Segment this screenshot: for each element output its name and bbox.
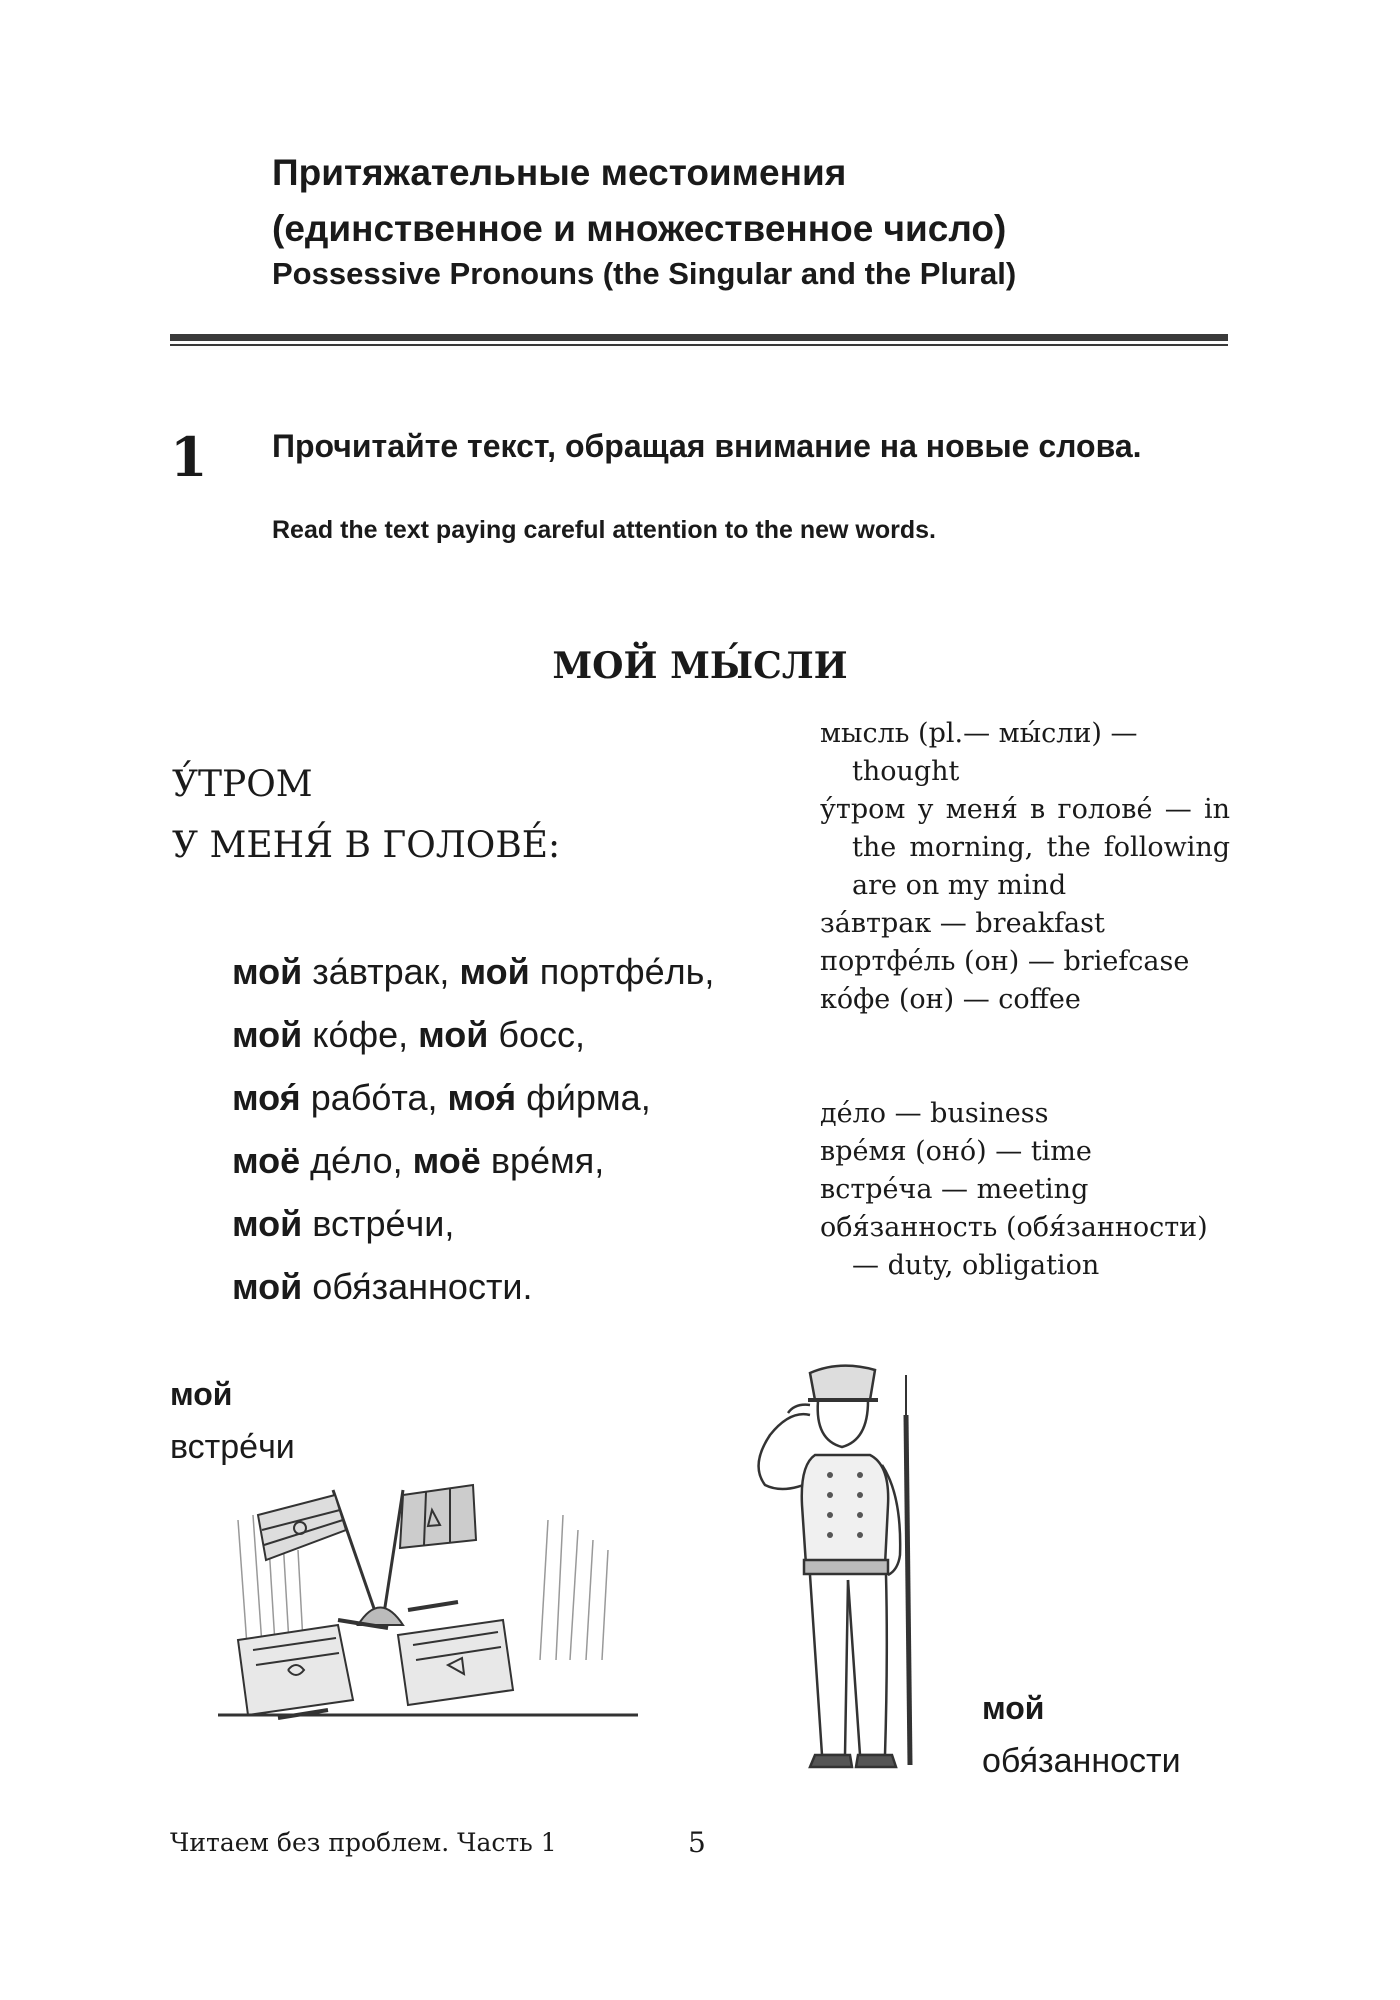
poem-line: мой за́втрак, мой портфе́ль, <box>232 951 715 992</box>
chapter-title-ru-line2: (единственное и множественное число) <box>272 208 1007 249</box>
glossary-entry: портфе́ль (он) — briefcase <box>820 946 1190 977</box>
caption-left-word: встре́чи <box>170 1428 295 1466</box>
chapter-title-ru-line1: Притяжательные местоимения <box>272 152 847 193</box>
poem-line: моё де́ло, моё вре́мя, <box>232 1140 605 1181</box>
poem-line: мой ко́фе, мой босс, <box>232 1014 586 1055</box>
saluting-soldier-illustration <box>710 1355 970 1785</box>
desk-flags-illustration <box>218 1460 648 1720</box>
header-rule-thick <box>170 334 1228 341</box>
glossary <box>820 715 1230 1285</box>
footer-book-title: Читаем без проблем. Часть 1 <box>170 1828 557 1857</box>
glossary-entry: у́тром у меня́ в голове́ — in the morning, the following are on my mind <box>820 794 1230 901</box>
glossary-entry: встре́ча — meeting <box>820 1174 1089 1205</box>
glossary-entry: обя́занность (обя́занности) — duty, obligation <box>820 1212 1208 1281</box>
text-title: МОЙ МЫ́СЛИ <box>552 645 848 687</box>
glossary-entry: де́ло — business <box>820 1098 1049 1129</box>
glossary-entry: вре́мя (оно́) — time <box>820 1136 1092 1167</box>
poem-line: мой встре́чи, <box>232 1203 455 1244</box>
glossary-entry: мысль (pl.— мы́сли) — thought <box>820 718 1138 787</box>
poem-line: мой обя́занности. <box>232 1266 533 1307</box>
chapter-title-en: Possessive Pronouns (the Singular and the Plural) <box>272 256 1017 291</box>
poem-line: моя́ рабо́та, моя́ фи́рма, <box>232 1077 651 1118</box>
caption-right-pronoun: мой <box>982 1690 1045 1726</box>
header-rule-thin <box>170 344 1228 346</box>
intro-line-2: У МЕНЯ́ В ГОЛОВЕ́: <box>172 825 561 866</box>
exercise-instruction-en: Read the text paying careful attention to the new words. <box>272 516 936 544</box>
glossary-entry: за́втрак — breakfast <box>820 908 1105 939</box>
caption-left-pronoun: мой <box>170 1376 233 1412</box>
exercise-number: 1 <box>170 425 208 489</box>
poem <box>232 940 714 1318</box>
intro-line-1: У́ТРОМ <box>172 764 313 805</box>
chapter-title-ru <box>272 145 1006 257</box>
glossary-entry: ко́фе (он) — coffee <box>820 984 1081 1015</box>
glossary-gap <box>820 1019 1230 1095</box>
exercise-instruction-ru: Прочитайте текст, обращая внимание на новые слова. <box>272 428 1142 464</box>
caption-right-word: обя́занности <box>982 1742 1181 1780</box>
page-number: 5 <box>688 1826 706 1859</box>
